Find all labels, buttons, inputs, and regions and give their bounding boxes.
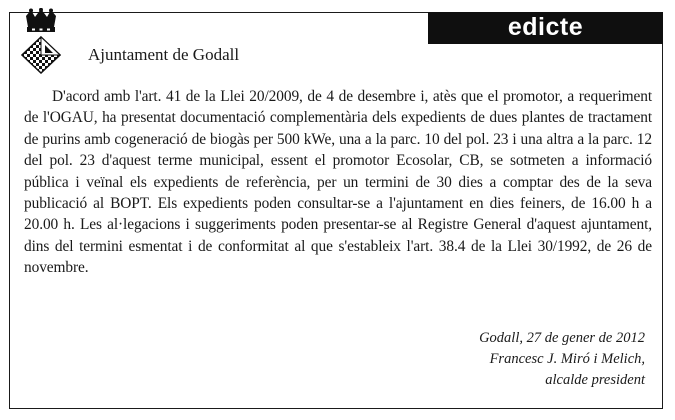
signature-block — [479, 328, 645, 391]
edict-badge: edicte — [428, 12, 663, 44]
municipality-name: Ajuntament de Godall — [88, 45, 240, 64]
signatory-title: alcalde president — [545, 372, 645, 388]
checkered-shield-icon — [21, 36, 61, 74]
crown-icon — [23, 8, 59, 34]
signatory-name: Francesc J. Miró i Melich, — [489, 351, 645, 367]
edict-body-text: D'acord amb l'art. 41 de la Llei 20/2009, de 4 de desembre i, atès que el promotor, a requeriment de l'OGAU, ha presentat documentació complementària dels expedients de dues plantes de tractament de purins amb cogeneració de biogàs per 500 kWe, una a la parc. 10 del pol. 23 i una altra a la parc. 12 del pol. 23 d'aquest terme municipal, essent el promotor Ecosolar, CB, se sotmeten a informació pública i veïnal els expedients de referència, per un termini de 30 dies a comptar des de la seva publicació al BOPT. Els expedients poden consultar-se a l'ajuntament en dies feiners, de 16.00 h a 20.00 h. Les al·legacions i suggeriments poden presentar-se al Registre General d'aquest ajuntament, dins del termini esmentat i de conformitat al que s'estableix l'art. 38.4 de la Llei 30/1992, de 26 de novembre. — [24, 88, 652, 277]
signature-place-date: Godall, 27 de gener de 2012 — [479, 330, 645, 346]
municipal-crest — [17, 8, 69, 78]
